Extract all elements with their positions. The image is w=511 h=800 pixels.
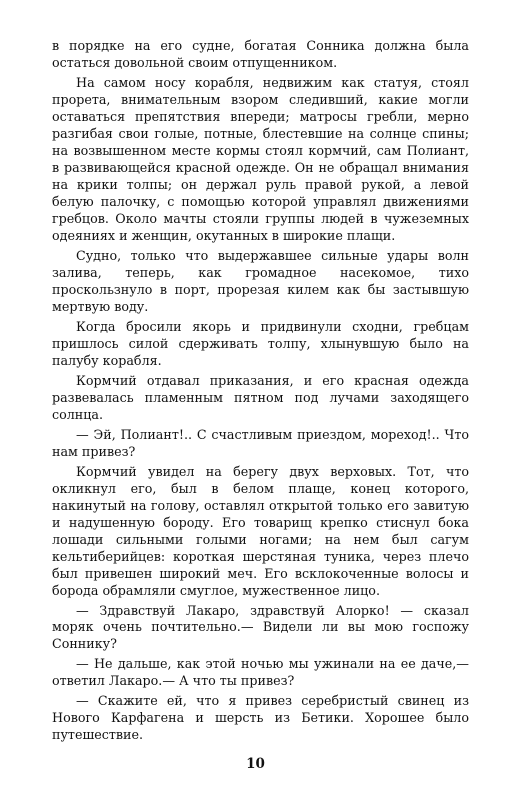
paragraph: — Здравствуй Лакаро, здравствуй Алорко! — сказал моряк очень почтительно.— Видели ли вы мою госпожу Соннику? [52,602,469,652]
paragraph: Кормчий отдавал приказания, и его красная одежда развевалась пламенным пятном под лучами заходящего солнца. [52,372,469,422]
paragraph: — Не дальше, как этой ночью мы ужинали на ее даче,— ответил Лакаро.— А что ты привез? [52,656,469,689]
paragraph: Когда бросили якорь и придвинули сходни, гребцам пришлось силой сдерживать толпу, хлынувшую было на палубу корабля. [52,318,469,368]
paragraph: — Скажите ей, что я привез серебристый свинец из Нового Карфагена и шерсть из Бетики. Хорошее было путешествие. [52,693,469,743]
page-number: 10 [246,756,265,772]
paragraph: На самом носу корабля, недвижим как статуя, стоял прорета, внимательным взором следивший, какие могли оставаться препятствия впереди; матросы гребли, мерно разгибая свои голые, потные, блестевшие на солнце спины; на возвышенном месте кормы стоял кормчий, сам Полиант, в развивающейся красной одежде. Он не обращал внимания на крики толпы; он держал руль правой рукой, а левой белую палочку, с помощью которой управлял движениями гребцов. Около мачты стояли группы людей в чужеземных одеяниях и женщин, окутанных в широкие плащи. [52,74,469,243]
paragraph: Кормчий увидел на берегу двух верховых. Тот, что окликнул его, был в белом плаще, конец которого, накинутый на голову, оставлял открытой только его завитую и надушенную бороду. Его товарищ крепко стиснул бока лошади сильными голыми ногами; на нем был сагум кельтиберийцев: короткая шерстяная туника, через плечо был привешен широкий меч. Его всклокоченные волосы и борода обрамляли смуглое, мужественное лицо. [52,463,469,598]
paragraph: Судно, только что выдержавшее сильные удары волн залива, теперь, как громадное насекомое, тихо проскользнуло в порт, прорезая килем как бы застывшую мертвую воду. [52,247,469,314]
paragraph: — Эй, Полиант!.. С счастливым приездом, мореход!.. Что нам привез? [52,426,469,459]
page-text [52,38,469,747]
paragraph: в порядке на его судне, богатая Сонника должна была остаться довольной своим отпущенником. [52,38,469,70]
